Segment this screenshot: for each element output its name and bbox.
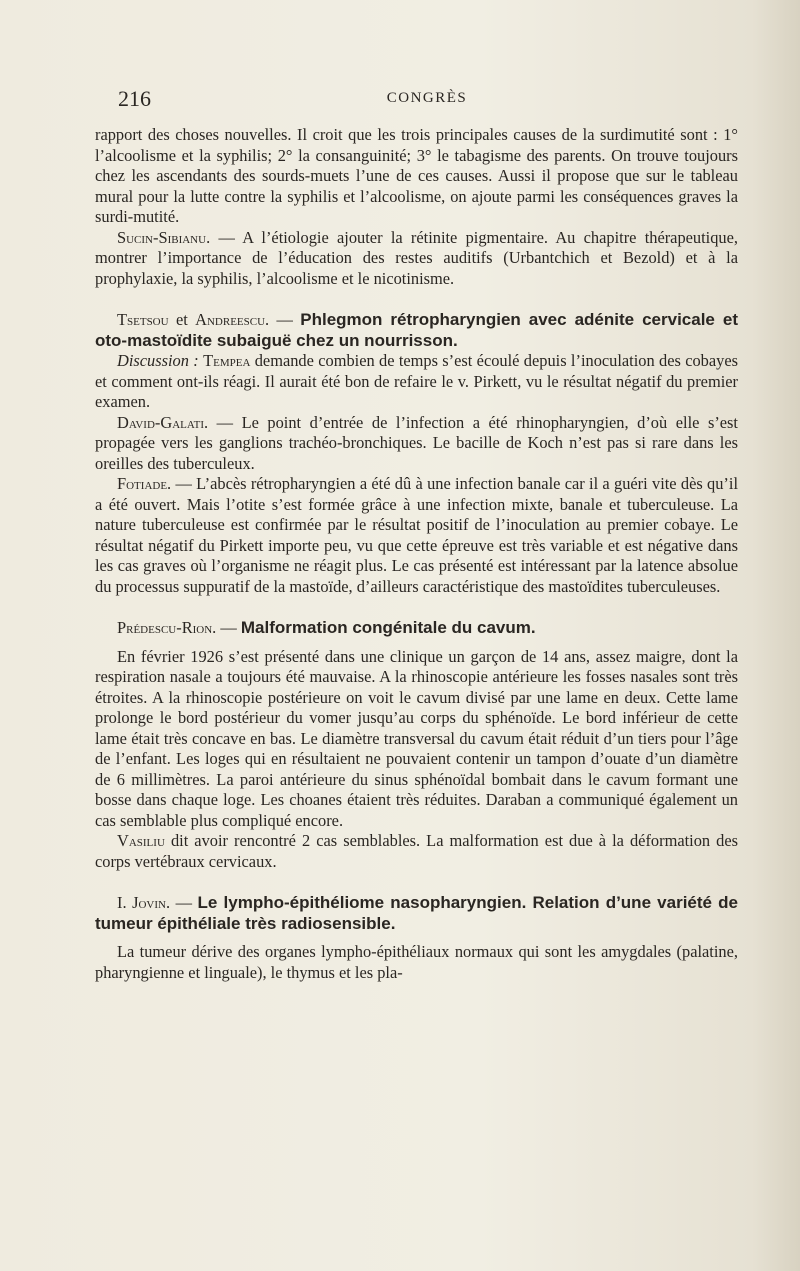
dash: —: [170, 893, 198, 912]
paragraph: [95, 228, 738, 290]
running-title: CONGRÈS: [386, 90, 468, 106]
speaker-name: Tempea: [203, 351, 251, 370]
dash: —: [269, 310, 301, 329]
paragraph: [95, 831, 738, 872]
paragraph-text: dit avoir rencontré 2 cas semblables. La malformation est due à la déformation des corps vertébraux cervicaux.: [95, 831, 738, 871]
heading-gap: [95, 639, 738, 647]
dash: —: [216, 618, 241, 637]
paragraph: La tumeur dérive des organes lympho-épithéliaux normaux qui sont les amygdales (palatine, pharyngienne et linguale), le thymus et les pla-: [95, 942, 738, 982]
heading-gap: [95, 934, 738, 942]
section-gap: [95, 872, 738, 893]
paragraph-text: — Le point d’entrée de l’infection a été rhinopharyngien, d’où elle s’est propagée vers les ganglions trachéo-bronchiques. Le bacille de Koch n’est pas si rare dans les oreilles des tuberculeux.: [95, 412, 738, 473]
paragraph-text: — L’abcès rétropharyngien a été dû à une infection banale car il a guéri vite dès qu’il a été ouvert. Mais l’otite s’est formée grâce à une infection mixte, banale et tuberculeuse. La nature tuberculeuse est confirmée par le résultat positif de l’inoculation au premier cobaye. Le résultat négatif du Pirkett importe peu, vu que cette épreuve est très variable et est négative dans les cas graves où l’organisme ne réagit plus. Le cas présenté est intéressant par la latence absolue du processus suppuratif de la mastoïde, d’ailleurs caractéristique des mastoïdites tuberculeuses.: [95, 474, 738, 596]
speaker-name: David-Galati.: [117, 412, 209, 432]
page-number: 216: [118, 86, 151, 111]
paragraph: [95, 351, 738, 413]
author-name: I. Jovin.: [117, 893, 171, 912]
section-heading: [95, 893, 738, 934]
discussion-label: Discussion :: [117, 351, 199, 370]
paragraph-text: demande combien de temps s’est écoulé depuis l’inoculation des cobayes et comment ont-ils réagi. Il aurait été bon de refaire le v. Pirkett, vu le résultat négatif du premier examen.: [95, 351, 738, 411]
section-title: Malformation congénitale du cavum.: [240, 618, 536, 637]
paragraph: [95, 474, 738, 597]
speaker-name: Sucin-Sibianu.: [117, 227, 211, 247]
author-name: Andreescu.: [195, 310, 270, 329]
speaker-name: Vasiliu: [117, 831, 165, 850]
section-title: Phlegmon rétropharyngien avec adénite cervicale et oto-mastoïdite subaiguë chez un nourrisson.: [95, 310, 738, 350]
speaker-name: Fotiade.: [117, 474, 172, 493]
author-name: Tsetsou: [117, 310, 169, 329]
paragraph-text: — A l’étiologie ajouter la rétinite pigmentaire. Au chapitre thérapeutique, montrer l’importance de l’éducation des restes auditifs (Urbantchich et Bezold) et à la prophylaxie, la syphilis, l’alcoolisme et le nicotinisme.: [95, 227, 738, 288]
section-gap: [95, 597, 738, 618]
author-name: Prédescu-Rion.: [117, 618, 217, 637]
paragraph: rapport des choses nouvelles. Il croit que les trois principales causes de la surdimutité sont : 1° l’alcoolisme et la syphilis; 2° la consanguinité; 3° le tabagisme des parents. On trouve toujours chez les ascendants des sourds-muets l’une de ces causes. Aussi il propose que sur le tableau mural pour la lutte contre la syphilis et l’alcoolisme, on ajoute parmi les conséquences graves la surdi-mutité.: [95, 125, 738, 226]
paragraph: En février 1926 s’est présenté dans une clinique un garçon de 14 ans, assez maigre, dont la respiration nasale a toujours été mauvaise. A la rhinoscopie antérieure les fosses nasales sont très étroites. A la rhinoscopie postérieure on voit le cavum divisé par une lame en deux. Cette lame prolonge le bord postérieur du vomer jusqu’au corps du sphénoïde. Le bord inférieur de cette lame était très concave en bas. Le diamètre transversal du cavum était réduit d’un tiers pour l’âge de l’enfant. Les loges qui en résultaient ne pouvaient contenir un tampon d’ouate d’un diamètre de 6 millimètres. La paroi antérieure du sinus sphénoïdal bombait dans le cavum formant une bosse dans chaque loge. Les choanes étaient très réduites. Daraban a communiqué également un cas semblable plus compliqué encore.: [95, 646, 738, 830]
section-gap: [95, 289, 738, 310]
section-heading: [95, 618, 738, 639]
paragraph: [95, 413, 738, 475]
section-title: Le lympho-épithéliome nasopharyngien. Relation d’une variété de tumeur épithéliale très radiosensible.: [95, 893, 739, 933]
conjunction: et: [168, 310, 196, 329]
page-header: [118, 86, 736, 116]
page-body: [95, 125, 738, 983]
section-heading: [95, 310, 738, 351]
